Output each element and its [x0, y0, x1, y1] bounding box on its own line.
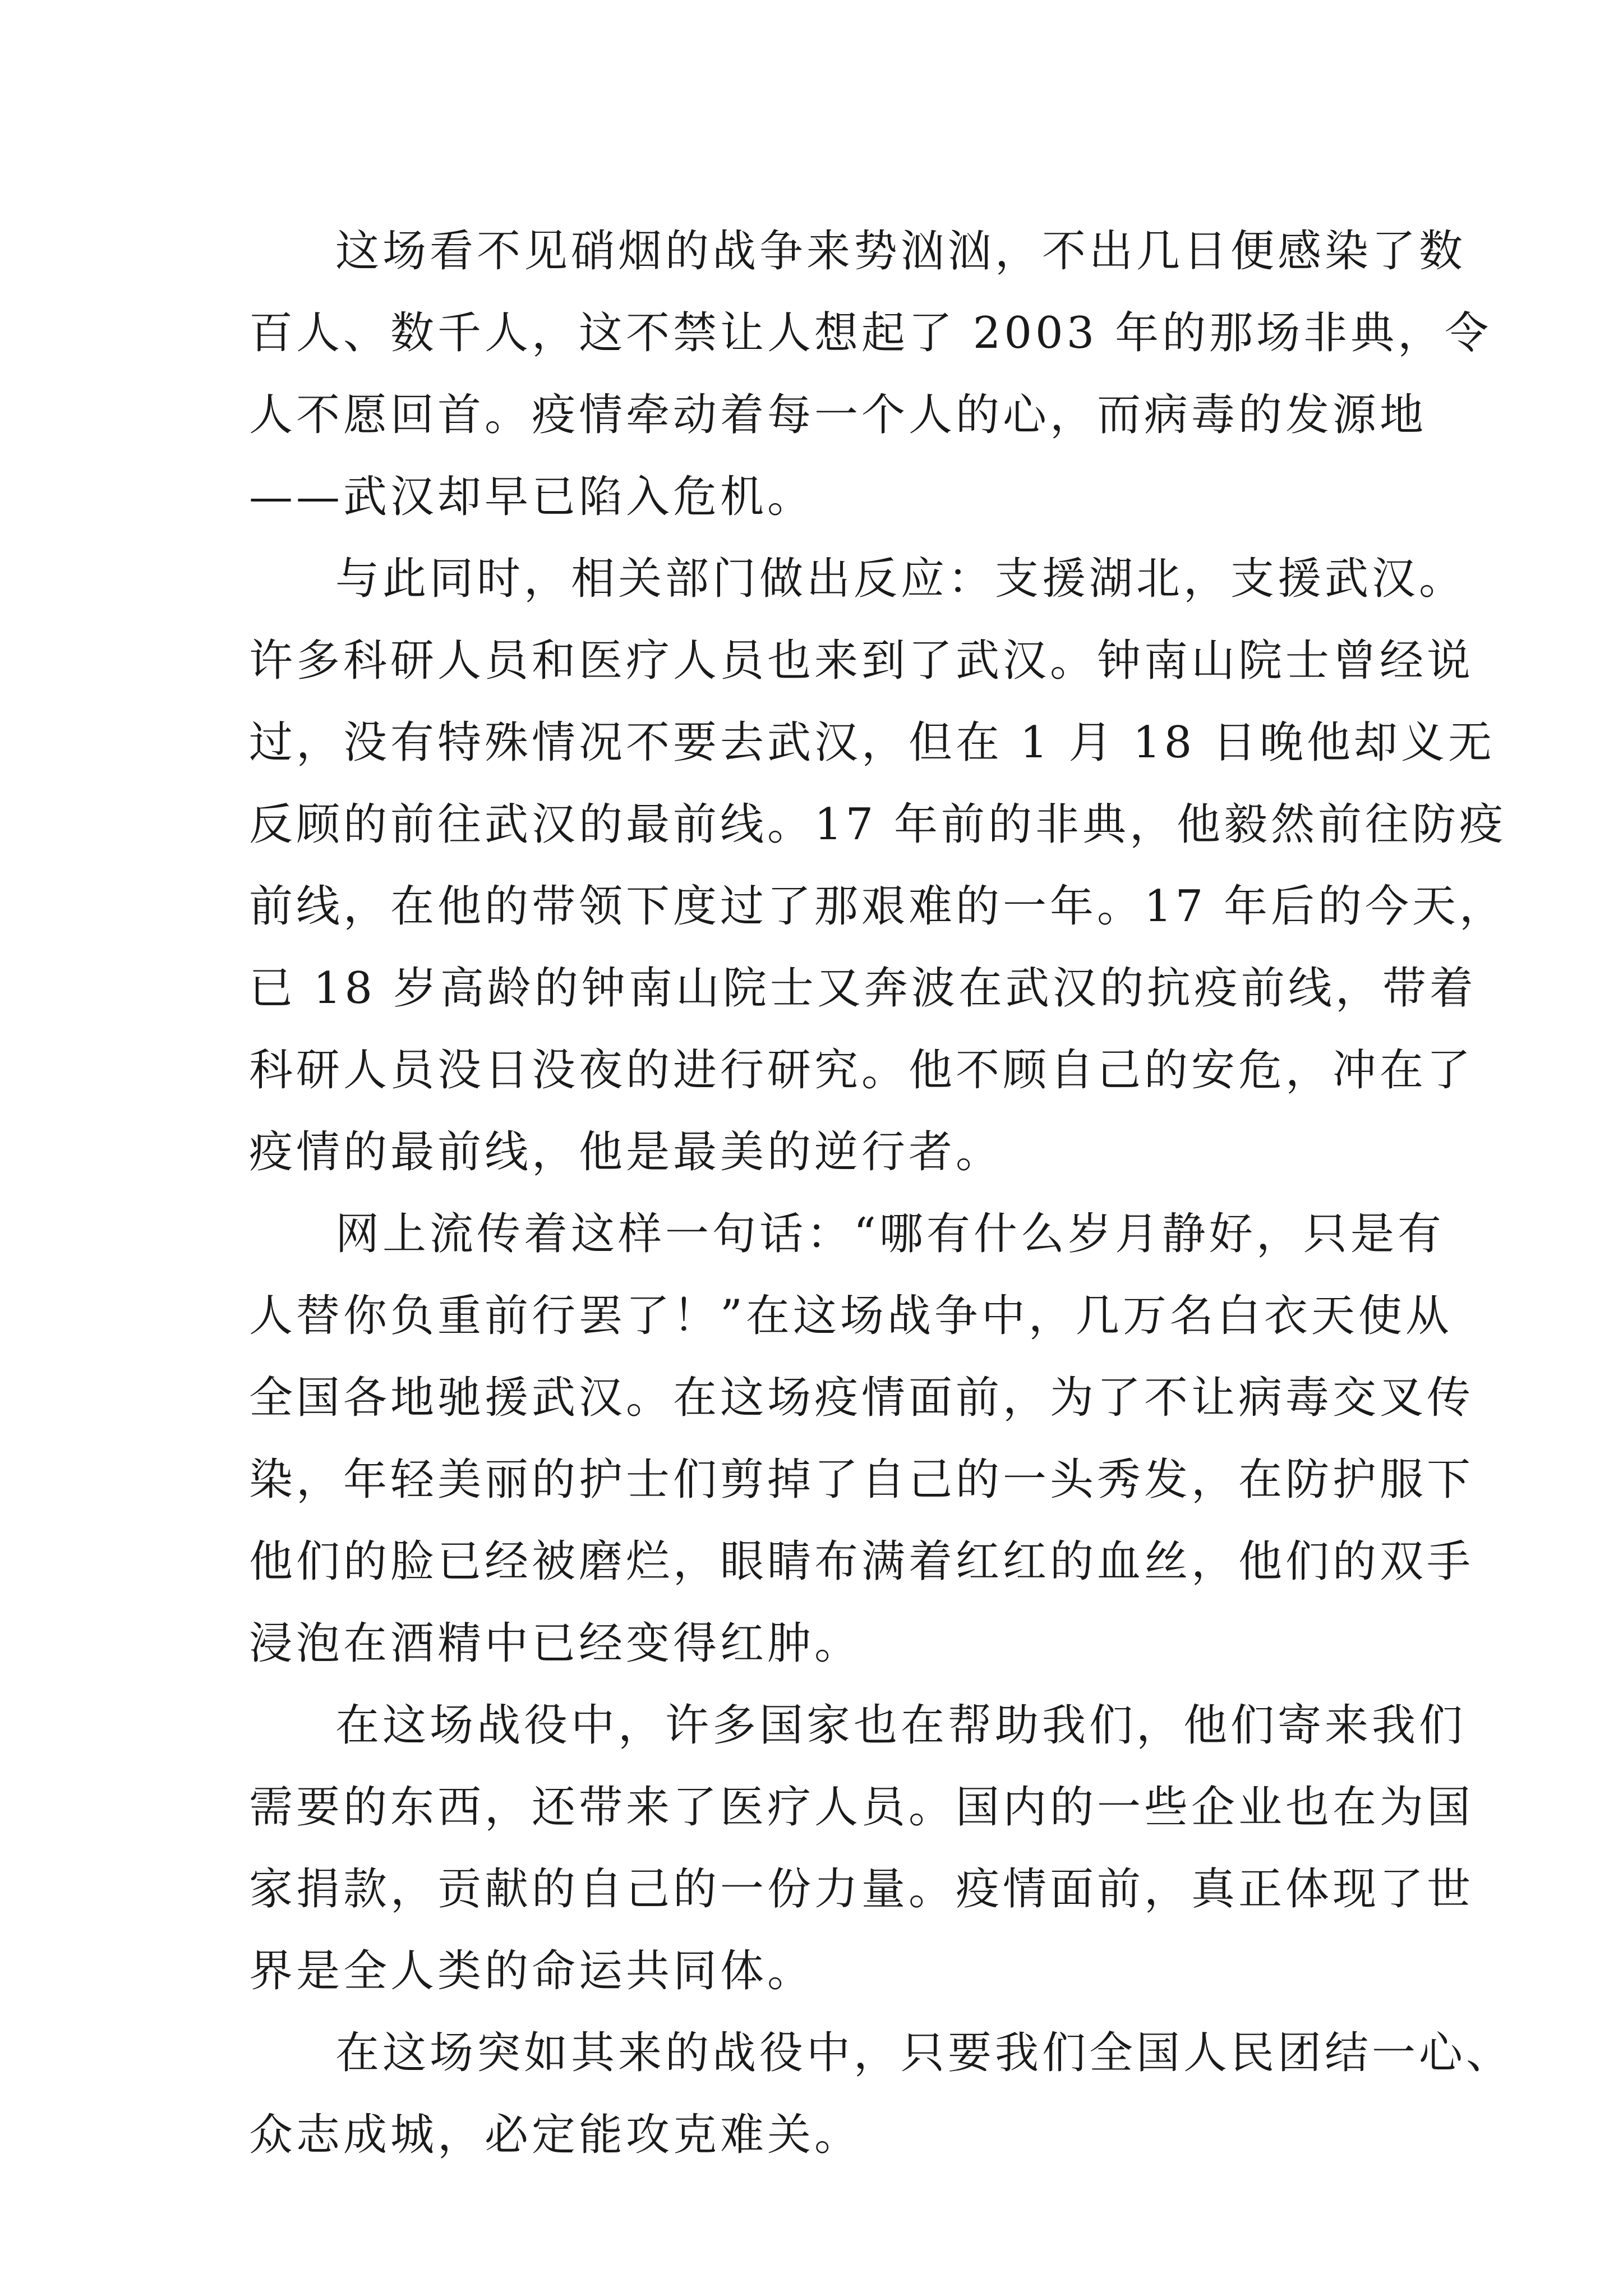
essay-body: [249, 210, 1514, 2176]
text-line: 人不愿回首。疫情牵动着每一个人的心，而病毒的发源地: [249, 390, 1427, 440]
text-line: 过，没有特殊情况不要去武汉，但在 1 月 18 日晚他却义无: [249, 717, 1496, 768]
text-line: 前线，在他的带领下度过了那艰难的一年。17 年后的今天，: [249, 881, 1507, 932]
text-line: 家捐款，贡献的自己的一份力量。疫情面前，真正体现了世: [249, 1864, 1474, 1915]
text-line: 与此同时，相关部门做出反应：支援湖北，支援武汉。: [335, 554, 1467, 604]
text-line: 他们的脸已经被磨烂，眼睛布满着红红的血丝，他们的双手: [249, 1536, 1474, 1587]
text-line: 科研人员没日没夜的进行研究。他不顾自己的安危，冲在了: [249, 1045, 1474, 1096]
text-line: 网上流传着这样一句话：“哪有什么岁月静好，只是有: [335, 1209, 1445, 1259]
text-line: 界是全人类的命运共同体。: [249, 1946, 815, 1996]
text-line: 众志成城，必定能攻克难关。: [249, 2110, 862, 2160]
paragraph-2: [249, 538, 1507, 1193]
text-line: ——武汉却早已陷入危机。: [249, 472, 815, 522]
text-line: 许多科研人员和医疗人员也来到了武汉。钟南山院士曾经说: [249, 636, 1474, 686]
text-line: 反顾的前往武汉的最前线。17 年前的非典，他毅然前往防疫: [249, 799, 1507, 850]
text-line: 在这场战役中，许多国家也在帮助我们，他们寄来我们: [335, 1700, 1467, 1751]
text-line: 人替你负重前行罢了！”在这场战争中，几万名白衣天使从: [249, 1291, 1453, 1341]
paragraph-5: [249, 2012, 1514, 2176]
text-line: 疫情的最前线，他是最美的逆行者。: [249, 1127, 1003, 1177]
text-line: 需要的东西，还带来了医疗人员。国内的一些企业也在为国: [249, 1782, 1474, 1833]
text-line: 已 18 岁高龄的钟南山院士又奔波在武汉的抗疫前线，带着: [249, 963, 1477, 1014]
text-line: 这场看不见硝烟的战争来势汹汹，不出几日便感染了数: [335, 226, 1467, 277]
text-line: 百人、数千人，这不禁让人想起了 2003 年的那场非典，令: [249, 308, 1492, 358]
paragraph-3: [249, 1193, 1474, 1685]
text-line: 染，年轻美丽的护士们剪掉了自己的一头秀发，在防护服下: [249, 1455, 1474, 1505]
paragraph-4: [249, 1685, 1474, 2012]
text-line: 全国各地驰援武汉。在这场疫情面前，为了不让病毒交叉传: [249, 1373, 1474, 1423]
text-line: 在这场突如其来的战役中，只要我们全国人民团结一心、: [335, 2028, 1514, 2078]
text-line: 浸泡在酒精中已经变得红肿。: [249, 1618, 862, 1669]
paragraph-1: [249, 210, 1492, 538]
